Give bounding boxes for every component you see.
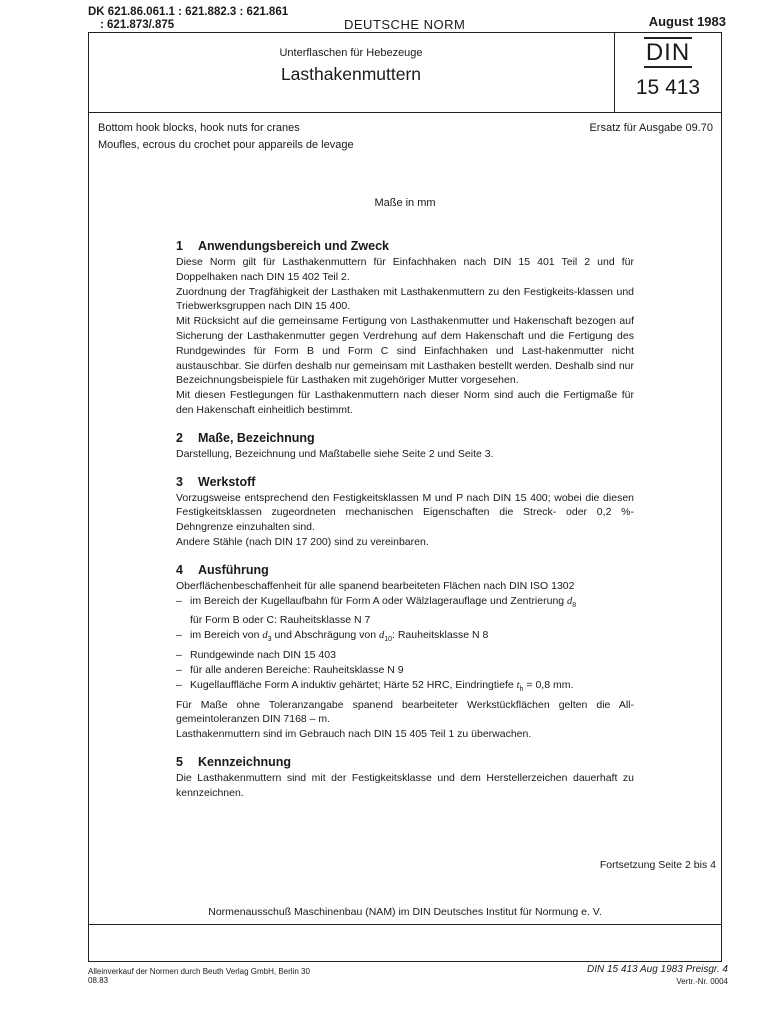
paragraph: Vorzugsweise entsprechend den Festigkeitsklassen M und P nach DIN 15 400; wobei die diesen Festigkeitsklassen zugeordneten mechanischen Eigenschaften die Streck- oder 0,2 %-Dehngrenze einzuhalten sind. [176,491,634,534]
subtitle: Unterflaschen für Hebezeuge [279,47,423,59]
section-heading: 3 Werkstoff [176,474,256,489]
paragraph: Lasthakenmuttern sind im Gebrauch nach DIN 15 405 Teil 1 zu überwachen. [176,728,532,741]
continuation-note: Fortsetzung Seite 2 bis 4 [599,859,716,871]
paragraph: Diese Norm gilt für Lasthakenmuttern für Einfachhaken nach DIN 15 401 Teil 2 und für Doppelhaken nach DIN 15 402 Teil 2. [176,256,634,283]
section-heading: 1 Anwendungsbereich und Zweck [176,239,389,253]
list-item: – für alle anderen Bereiche: Rauheitsklasse N 9 [176,663,404,676]
committee-line: Normenausschuß Maschinenbau (NAM) im DIN Deutsches Institut für Normung e. V. [208,906,602,918]
issue-date: August 1983 [648,14,726,29]
section-body [176,771,634,801]
section-heading: 2 Maße, Bezeichnung [176,430,315,445]
list-item-cont: für Form B oder C: Rauheitsklasse N 7 [190,614,371,627]
paragraph: Mit diesen Festlegungen für Lasthakenmuttern nach dieser Norm sind auch die Fertigmaße für den Hakenschaft einheitlich bestimmt. [176,389,634,416]
dk-line-1: DK 621.86.061.1 : 621.882.3 : 621.861 [88,6,289,18]
vertrieb-number: Vertr.-Nr. 0004 [676,977,728,986]
section-heading: 5 Kennzeichnung [176,755,292,769]
section-body [176,491,634,550]
units-note: Maße in mm [374,197,436,209]
paragraph: Oberflächenbeschaffenheit für alle spanend bearbeiteten Flächen nach DIN ISO 1302 [176,579,575,592]
page-title: Lasthakenmuttern [280,64,422,84]
list-item: – im Bereich von $d_3$ und Abschrägung von $d_{10}$: Rauheitsklasse N 8 [176,629,489,644]
deutsche-norm-label: DEUTSCHE NORM [344,17,466,32]
paragraph: Die Lasthakenmuttern sind mit der Festigkeitsklasse und dem Herstellerzeichen dauerhaft zu kennzeichnen. [176,772,634,799]
section-body [176,579,634,742]
footer-right: DIN 15 413 Aug 1983 Preisgr. 4 [586,964,728,975]
divider-header [88,112,722,113]
section-heading: 4 Ausführung [176,562,269,577]
paragraph: Andere Stähle (nach DIN 17 200) sind zu vereinbaren. [176,535,429,548]
section-body [176,447,634,462]
publisher-note: Alleinverkauf der Normen durch Beuth Verlag GmbH, Berlin 30 [88,967,310,976]
print-date: 08.83 [88,976,109,985]
divider-bottom [88,924,722,925]
paragraph: Mit Rücksicht auf die gemeinsame Fertigung von Lasthakenmutter und Hakenschaft bezogen auf Sicherung der Lasthakenmutter gegen Verdrehung auf dem Hakenschaft und die Fertigung des Rundgewindes für Form B und Form C sind Einfachhaken und Last-hakenmutter nicht austauschbar. Sie dürfen deshalb nur gemeinsam mit Lasthaken bestellt werden. Deshalb sind nur Bezeichnungsbeispiele für Lasthaken mit zugehöriger Mutter vorgesehen. [176,315,634,387]
footer-left [88,967,310,985]
title-french: Moufles, ecrous du crochet pour appareils de levage [98,139,354,151]
din-logo: DIN [645,39,691,66]
din-box [614,39,722,66]
list-item: – Kugellauffläche Form A induktiv gehärtet; Härte 52 HRC, Eindringtiefe $t_h = 0,8$ mm. [176,678,574,693]
paragraph: Zuordnung der Tragfähigkeit der Lasthaken mit Lasthakenmuttern zu den Festigkeits-klassen und Triebwerksgruppen nach DIN 15 400. [176,285,634,313]
din-number: 15 413 [635,76,701,99]
main-text [176,239,634,801]
title-english: Bottom hook blocks, hook nuts for cranes [98,122,300,134]
list-item: – Rundgewinde nach DIN 15 403 [176,649,336,662]
paragraph: Für Maße ohne Toleranzangabe spanend bearbeiteter Werkstückflächen gelten die All-gemeintoleranzen DIN 7168 – m. [176,698,634,726]
section-body [176,255,634,418]
list-item: – im Bereich der Kugellaufbahn für Form A oder Wälzlagerauflage und Zentrierung $d_8$ [176,594,577,609]
paragraph: Darstellung, Bezeichnung und Maßtabelle siehe Seite 2 und Seite 3. [176,447,494,460]
dk-line-2: : 621.873/.875 [100,19,175,31]
dk-classification [88,6,288,32]
replaces-edition: Ersatz für Ausgabe 09.70 [589,122,713,134]
